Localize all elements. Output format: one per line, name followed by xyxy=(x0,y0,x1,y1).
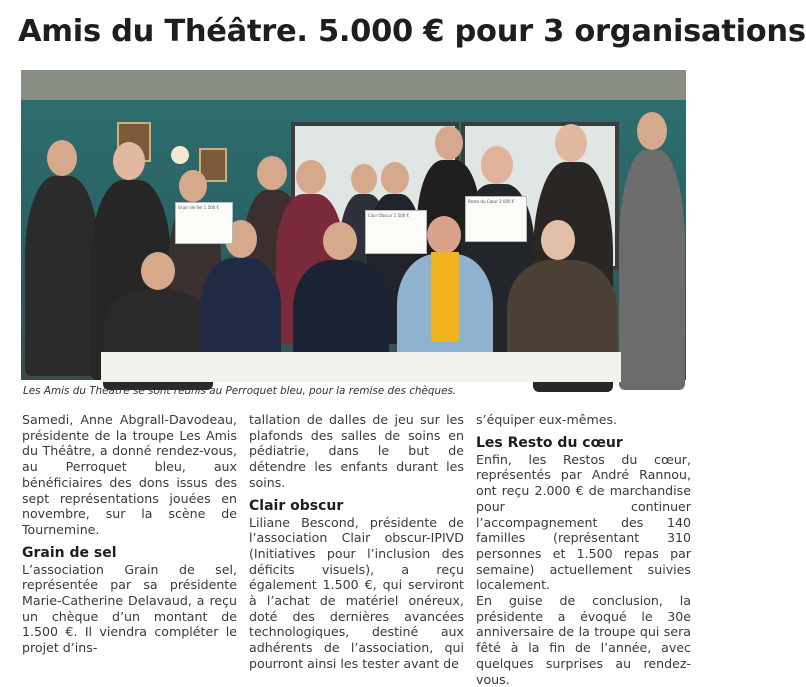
subheading-clair-obscur: Clair obscur xyxy=(249,497,344,514)
paragraph-grain-de-sel: L’association Grain de sel, représentée par sa présidente Marie-Catherine Delavaud, a reçu un chèque d’un montant de 1.500 €. Il viendra compléter le projet d’ins- xyxy=(22,561,237,656)
headline: Amis du Théâtre. 5.000 € pour 3 organisations xyxy=(18,14,806,49)
photo-caption: Les Amis du Théâtre se sont réunis au Perroquet bleu, pour la remise des chèques. xyxy=(23,385,457,397)
subheading-resto-du-coeur: Les Resto du cœur xyxy=(476,434,623,451)
cheque: Resto du Cœur 2 000 € xyxy=(465,196,527,242)
photo-table xyxy=(101,352,621,382)
subheading-grain-de-sel: Grain de sel xyxy=(22,544,117,561)
paragraph-continued: tallation de dalles de jeu sur les plafonds des salles de soins en pédiatrie, dans le but de détendre les enfants durant les soins. xyxy=(249,412,464,490)
paragraph-continued: s’équiper eux-mêmes. xyxy=(476,412,618,427)
cheque: Clair Obscur 1 500 € xyxy=(365,210,427,254)
photo-wall-lamp xyxy=(171,146,189,164)
cheque: Grain de Sel 1 500 € xyxy=(175,202,233,244)
photo-ceiling xyxy=(21,70,686,100)
paragraph-conclusion: En guise de conclusion, la présidente a évoqué le 30e anniversaire de la troupe qui sera fêté à la fin de l’année, avec quelques surprises au rendez-vous. xyxy=(476,593,691,687)
paragraph-resto-du-coeur: Enfin, les Restos du cœur, représentés par André Rannou, ont reçu 2.000 € de marchandise pour continuer l’accompagnement des 140 familles (représentant 310 personnes et 1.500 repas par semaine) actuellement suivies localement. xyxy=(476,451,691,593)
article-column-1 xyxy=(22,412,237,656)
paragraph-clair-obscur: Liliane Bescond, présidente de l’association Clair obscur-IPIVD (Initiatives pour l’inclusion des déficits visuels), a reçu également 1.500 €, qui serviront à l’achat de matériel onéreux, doté des dernières avancées technologiques, destiné aux adhérents de l’association, qui pourront ainsi les tester avant de xyxy=(249,514,464,671)
article-column-2 xyxy=(249,412,464,672)
article-column-3 xyxy=(476,412,691,687)
yellow-scarf xyxy=(431,252,459,342)
group-photo xyxy=(21,70,686,380)
paragraph-intro: Samedi, Anne Abgrall-Davodeau, présidente de la troupe Les Amis du Théâtre, a donné rendez-vous, au Perroquet bleu, aux bénéficiaires des dons issus des sept représentations jouées en novembre, sur la scène de Tournemine. xyxy=(22,412,237,537)
